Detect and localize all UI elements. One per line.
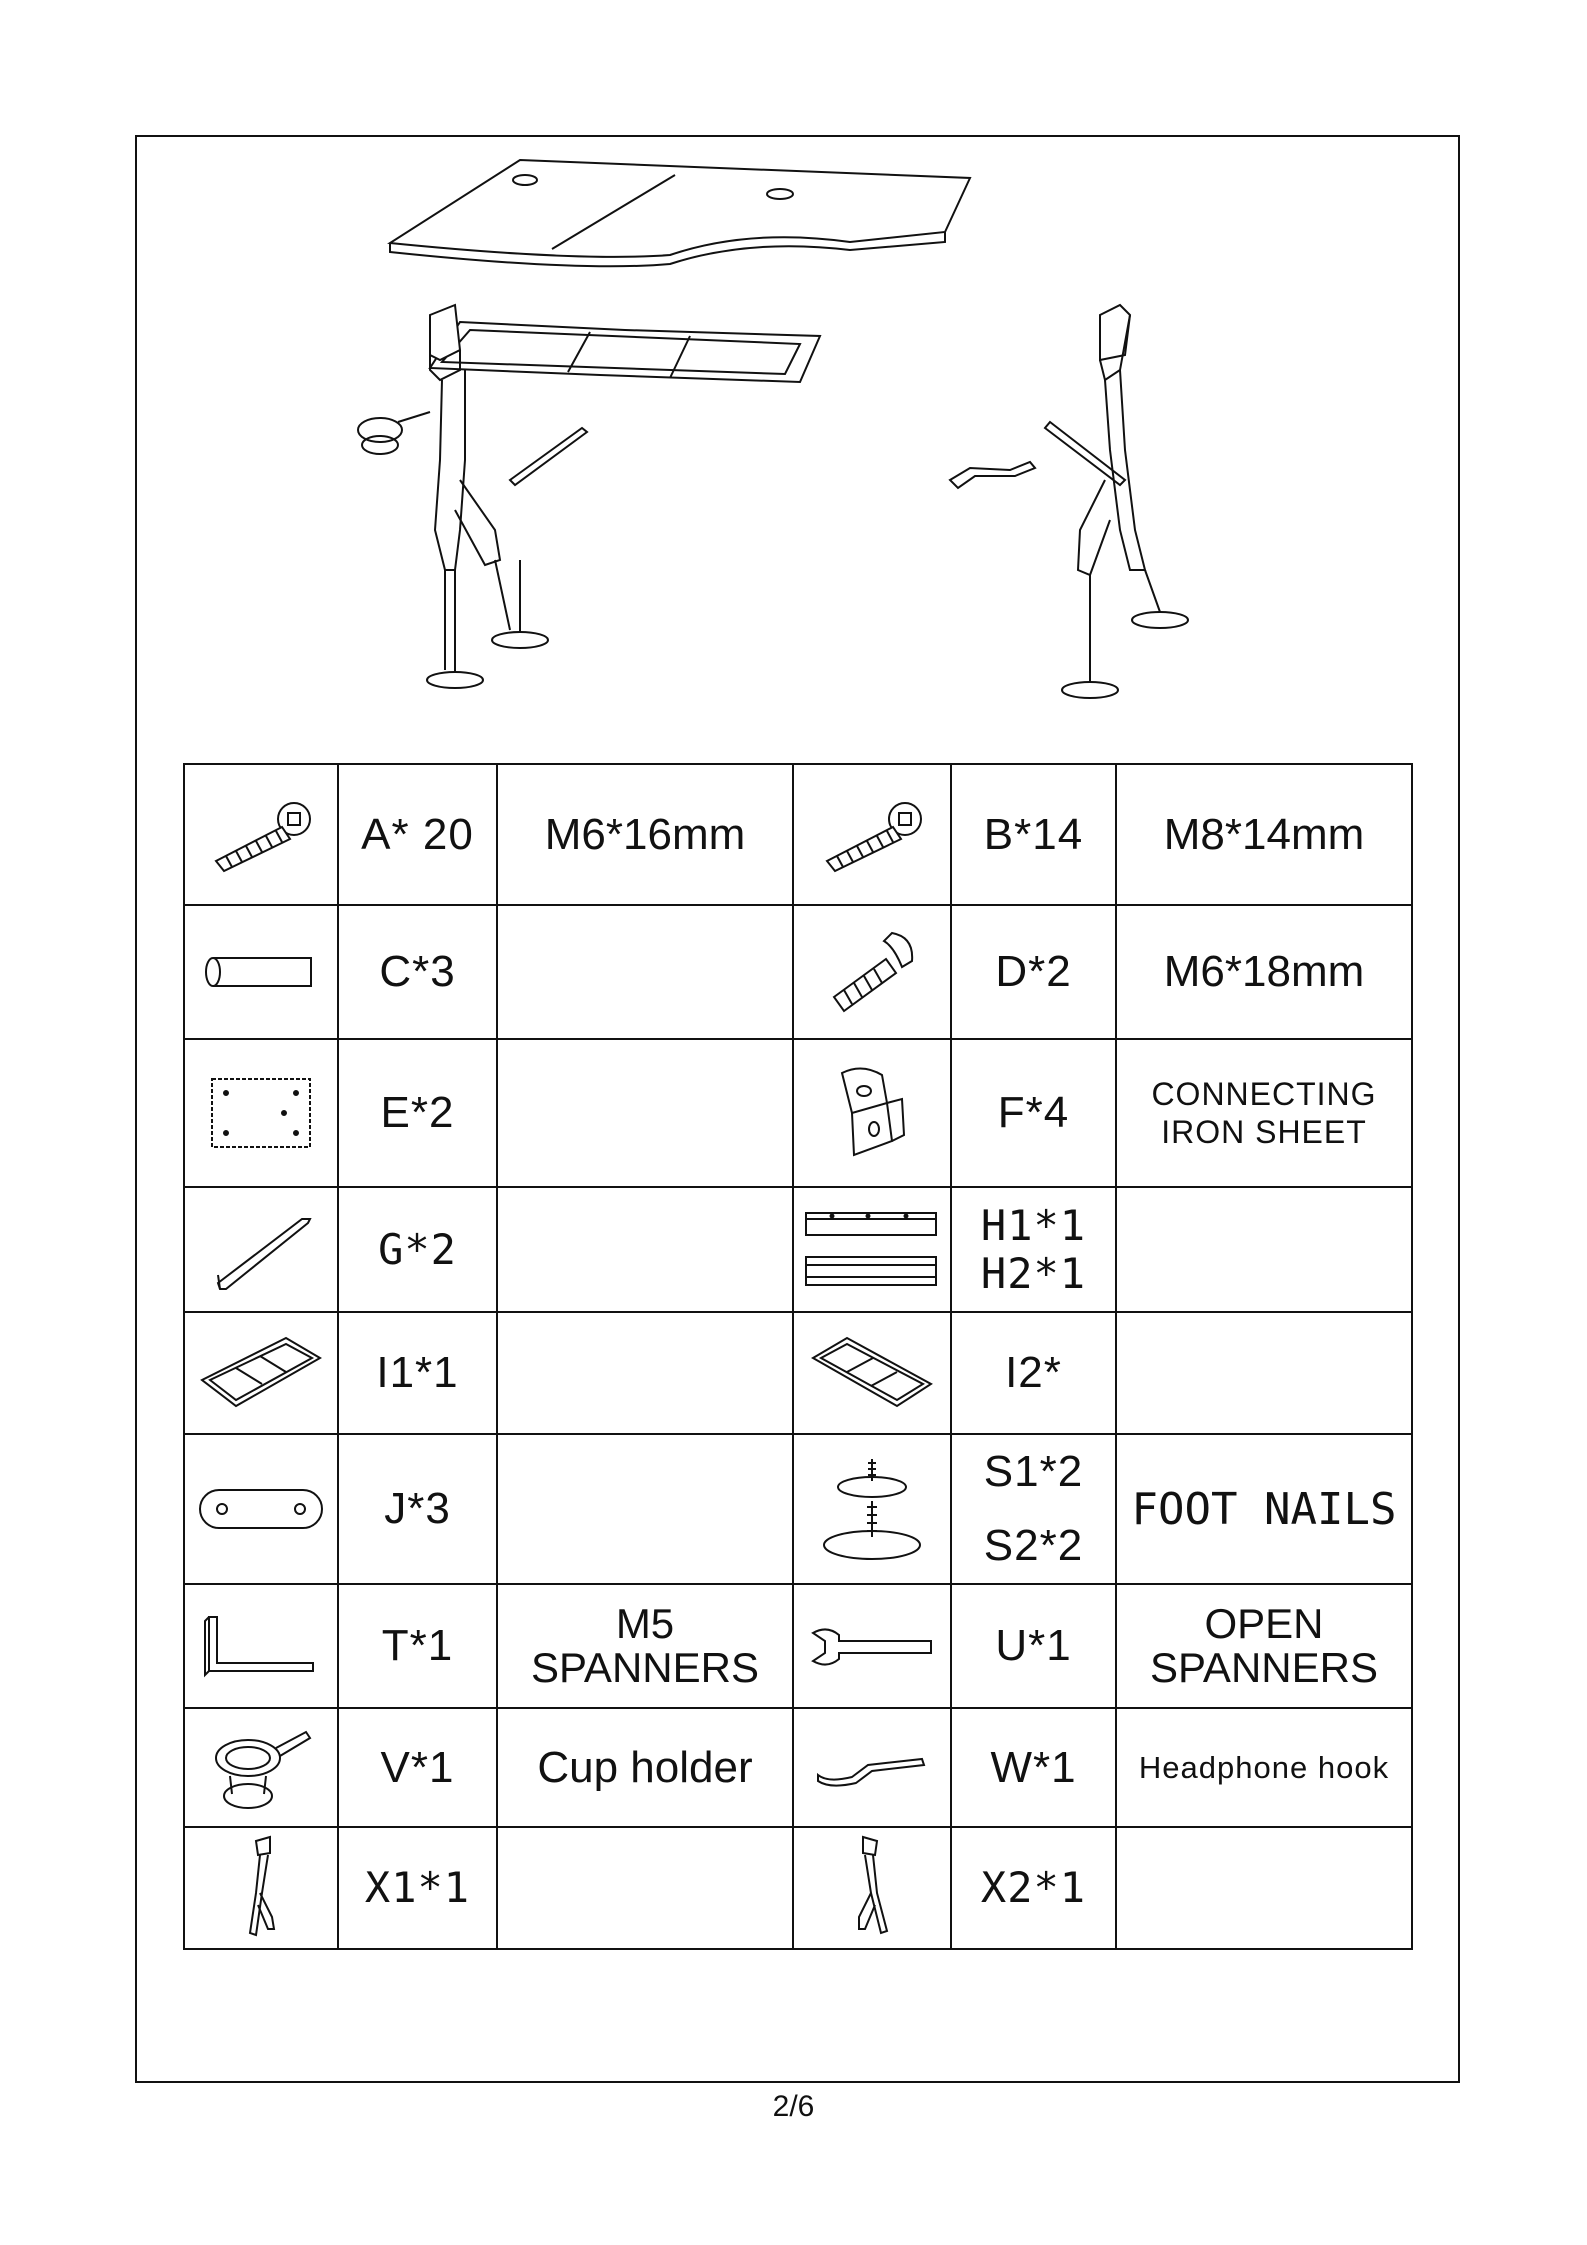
part-f-cell [793, 1039, 951, 1187]
parts-table [183, 763, 1413, 1950]
frame-icon [807, 1328, 937, 1418]
part-code: F*4 [951, 1039, 1116, 1187]
beam-icon [802, 1205, 942, 1295]
part-w-cell [793, 1708, 951, 1827]
frame-icon [196, 1328, 326, 1418]
part-code-line: H2*1 [980, 1248, 1087, 1298]
cup-holder-icon [206, 1718, 316, 1818]
parts-row [184, 905, 1412, 1039]
rod-icon [206, 1205, 316, 1295]
part-code-line: H1*1 [980, 1200, 1087, 1250]
bracket-icon [832, 1063, 912, 1163]
part-code [951, 1434, 1116, 1584]
part-code [951, 1187, 1116, 1312]
leg-icon [226, 1833, 296, 1943]
connector-plate-icon [196, 1484, 326, 1534]
part-spec [1116, 1584, 1412, 1708]
part-code: W*1 [951, 1708, 1116, 1827]
screw-icon [817, 795, 927, 875]
part-spec [497, 1312, 793, 1434]
part-code: X1*1 [338, 1827, 497, 1949]
part-spec [497, 1827, 793, 1949]
part-code: D*2 [951, 905, 1116, 1039]
part-spec-line: SPANNERS [1150, 1644, 1378, 1691]
part-code-line: S1*2 [983, 1447, 1084, 1496]
part-code: G*2 [338, 1187, 497, 1312]
leg-icon [837, 1833, 907, 1943]
part-t-cell [184, 1584, 338, 1708]
part-j-cell [184, 1434, 338, 1584]
part-spec [1116, 1039, 1412, 1187]
plate-icon [206, 1073, 316, 1153]
bolt-icon [822, 927, 922, 1017]
open-spanner-icon [807, 1621, 937, 1671]
part-spec: Cup holder [497, 1708, 793, 1827]
part-code: I2* [951, 1312, 1116, 1434]
part-spec [1116, 1187, 1412, 1312]
part-x1-cell [184, 1827, 338, 1949]
part-spec [497, 1187, 793, 1312]
part-v-cell [184, 1708, 338, 1827]
part-code-line: S2*2 [983, 1521, 1084, 1570]
screw-icon [206, 795, 316, 875]
page-number: 2/6 [772, 2090, 815, 2123]
tube-icon [201, 952, 321, 992]
part-code: V*1 [338, 1708, 497, 1827]
part-spec [1116, 1827, 1412, 1949]
hex-key-icon [201, 1611, 321, 1681]
part-code: A* 20 [338, 764, 497, 905]
part-code: C*3 [338, 905, 497, 1039]
part-spec [497, 905, 793, 1039]
part-h-cell [793, 1187, 951, 1312]
part-spec-line: SPANNERS [531, 1644, 759, 1691]
part-spec: M8*14mm [1116, 764, 1412, 905]
exploded-desk-diagram [330, 150, 1250, 750]
part-spec [497, 1434, 793, 1584]
part-spec-line: IRON SHEET [1161, 1114, 1367, 1150]
part-s-cell [793, 1434, 951, 1584]
part-u-cell [793, 1584, 951, 1708]
part-spec-line: OPEN [1204, 1600, 1324, 1647]
parts-row [184, 1708, 1412, 1827]
part-code: T*1 [338, 1584, 497, 1708]
part-spec [1116, 1312, 1412, 1434]
part-d-cell [793, 905, 951, 1039]
parts-row [184, 1827, 1412, 1949]
headphone-hook-icon [812, 1743, 932, 1793]
parts-row [184, 764, 1412, 905]
part-code: X2*1 [951, 1827, 1116, 1949]
part-spec: M6*16mm [497, 764, 793, 905]
parts-row [184, 1039, 1412, 1187]
part-spec [497, 1039, 793, 1187]
part-spec-line: M5 [615, 1600, 675, 1647]
part-spec: M6*18mm [1116, 905, 1412, 1039]
foot-nail-icon [812, 1449, 932, 1569]
parts-row [184, 1434, 1412, 1584]
part-i1-cell [184, 1312, 338, 1434]
part-spec [497, 1584, 793, 1708]
parts-row [184, 1584, 1412, 1708]
part-code: E*2 [338, 1039, 497, 1187]
part-spec-line: CONNECTING [1151, 1076, 1377, 1112]
part-x2-cell [793, 1827, 951, 1949]
part-b-cell [793, 764, 951, 905]
part-spec: FOOT NAILS [1116, 1434, 1412, 1584]
part-e-cell [184, 1039, 338, 1187]
part-code: J*3 [338, 1434, 497, 1584]
part-a-cell [184, 764, 338, 905]
parts-row [184, 1312, 1412, 1434]
part-code: I1*1 [338, 1312, 497, 1434]
parts-row [184, 1187, 1412, 1312]
part-spec: Headphone hook [1116, 1708, 1412, 1827]
part-code: U*1 [951, 1584, 1116, 1708]
part-code: B*14 [951, 764, 1116, 905]
part-i2-cell [793, 1312, 951, 1434]
part-c-cell [184, 905, 338, 1039]
part-g-cell [184, 1187, 338, 1312]
